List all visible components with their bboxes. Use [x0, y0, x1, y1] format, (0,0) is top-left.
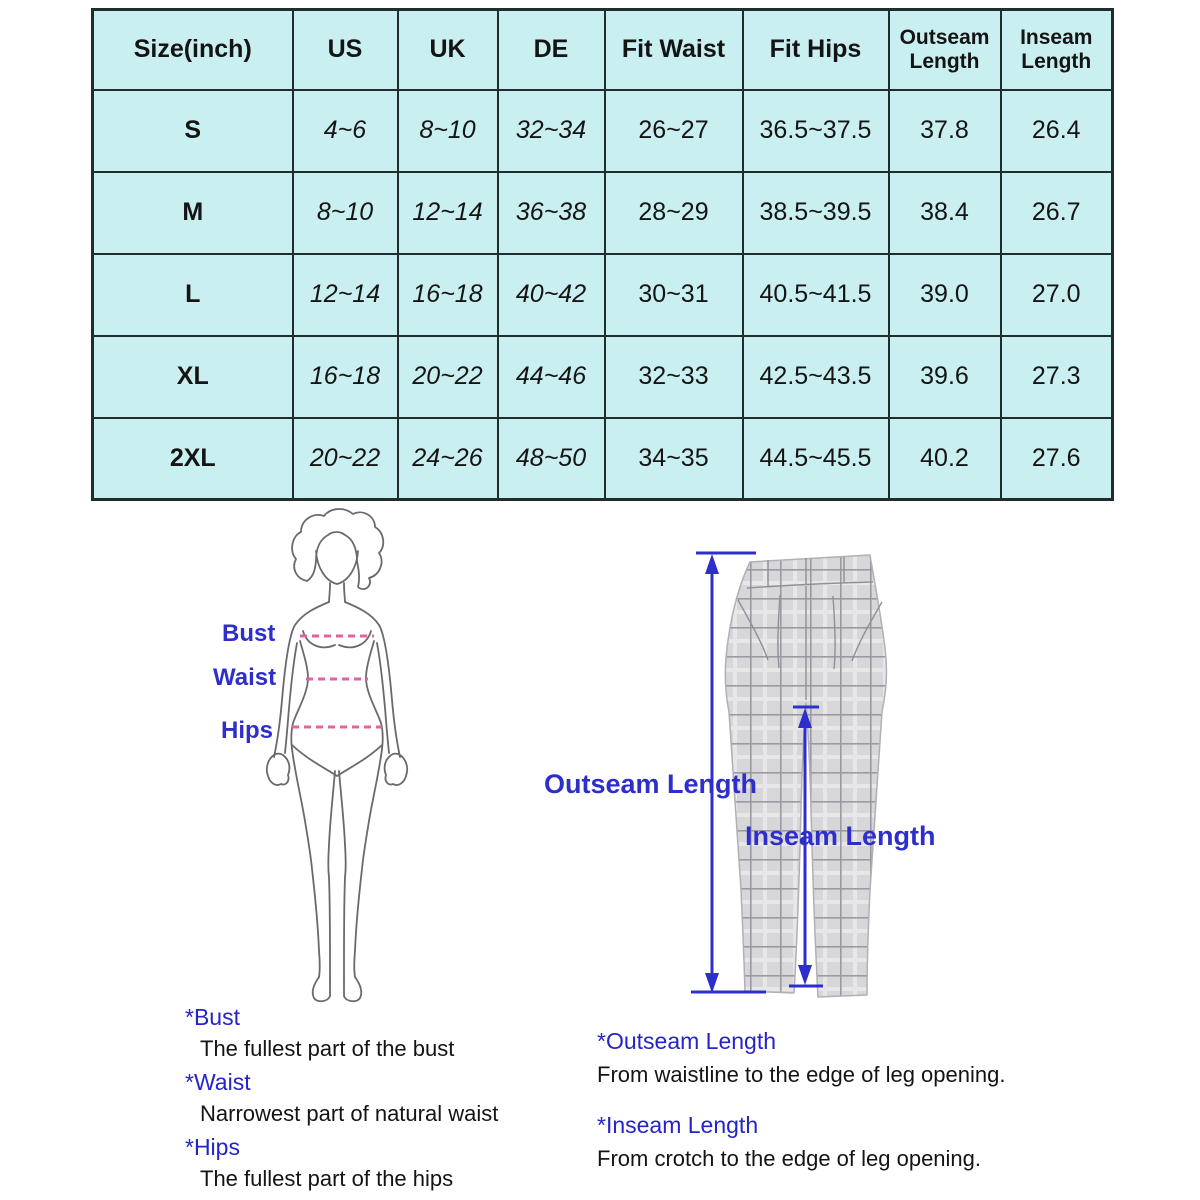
- outseam-note-term: *Outseam Length: [597, 1028, 777, 1054]
- size-row: [93, 254, 1113, 336]
- size-cell: 12~14: [293, 254, 398, 336]
- size-row: [93, 172, 1113, 254]
- column-header: Outseam Length: [889, 10, 1001, 90]
- size-row: [93, 336, 1113, 418]
- column-header: Fit Waist: [605, 10, 743, 90]
- inseam-note-term: *Inseam Length: [597, 1112, 759, 1138]
- size-cell: 38.4: [889, 172, 1001, 254]
- size-cell: 38.5~39.5: [743, 172, 889, 254]
- size-cell: 42.5~43.5: [743, 336, 889, 418]
- size-cell: 32~34: [498, 90, 605, 172]
- size-cell: L: [93, 254, 293, 336]
- waist-note-desc: Narrowest part of natural waist: [200, 1101, 499, 1126]
- size-cell: 44~46: [498, 336, 605, 418]
- column-header: UK: [398, 10, 498, 90]
- size-cell: 26.4: [1001, 90, 1113, 172]
- size-cell: 27.6: [1001, 418, 1113, 500]
- size-cell: 16~18: [293, 336, 398, 418]
- size-cell: 8~10: [293, 172, 398, 254]
- bust-note-term: *Bust: [185, 1004, 240, 1030]
- outseam-note-desc: From waistline to the edge of leg opening.: [597, 1062, 1006, 1087]
- size-cell: 26~27: [605, 90, 743, 172]
- size-cell: 20~22: [398, 336, 498, 418]
- size-cell: 34~35: [605, 418, 743, 500]
- size-cell: XL: [93, 336, 293, 418]
- body-figure-illustration: [245, 505, 420, 1010]
- column-header: Size(inch): [93, 10, 293, 90]
- bust-note-desc: The fullest part of the bust: [200, 1036, 455, 1061]
- size-row: [93, 418, 1113, 500]
- size-cell: 28~29: [605, 172, 743, 254]
- right-foot: [344, 977, 361, 1001]
- inseam-length-label: Inseam Length: [745, 821, 936, 851]
- size-cell: 32~33: [605, 336, 743, 418]
- waist-note-term: *Waist: [185, 1069, 251, 1095]
- size-cell: M: [93, 172, 293, 254]
- size-cell: 16~18: [398, 254, 498, 336]
- left-leg: [292, 749, 320, 977]
- pants-measurement-notes: [597, 1028, 1077, 1196]
- size-cell: 12~14: [398, 172, 498, 254]
- column-header: Fit Hips: [743, 10, 889, 90]
- size-cell: 20~22: [293, 418, 398, 500]
- bust-curves: [303, 631, 371, 647]
- left-hand: [267, 754, 290, 785]
- body-measurement-notes: [185, 1004, 585, 1199]
- size-row: [93, 90, 1113, 172]
- size-cell: 40.2: [889, 418, 1001, 500]
- inseam-note-desc: From crotch to the edge of leg opening.: [597, 1146, 982, 1171]
- size-cell: 8~10: [398, 90, 498, 172]
- measurement-lines: [292, 636, 382, 727]
- size-cell: 44.5~45.5: [743, 418, 889, 500]
- briefs-line: [292, 745, 382, 776]
- left-foot: [313, 977, 330, 1001]
- table-header-row: [93, 10, 1113, 90]
- table-body: [93, 90, 1113, 500]
- size-cell: 24~26: [398, 418, 498, 500]
- neck: [329, 583, 345, 602]
- size-cell: 4~6: [293, 90, 398, 172]
- hips-note-desc: The fullest part of the hips: [200, 1166, 454, 1191]
- size-cell: 30~31: [605, 254, 743, 336]
- size-cell: 37.8: [889, 90, 1001, 172]
- column-header: Inseam Length: [1001, 10, 1113, 90]
- size-cell: 39.6: [889, 336, 1001, 418]
- size-cell: S: [93, 90, 293, 172]
- right-arm: [345, 602, 400, 757]
- size-cell: 26.7: [1001, 172, 1113, 254]
- size-cell: 40.5~41.5: [743, 254, 889, 336]
- size-cell: 36~38: [498, 172, 605, 254]
- outseam-length-label: Outseam Length: [544, 769, 758, 799]
- face-outline: [316, 551, 358, 584]
- right-hand: [385, 754, 408, 785]
- size-cell: 48~50: [498, 418, 605, 500]
- bust-label: Bust: [222, 620, 276, 647]
- size-cell: 27.3: [1001, 336, 1113, 418]
- hips-note-term: *Hips: [185, 1134, 240, 1160]
- size-cell: 39.0: [889, 254, 1001, 336]
- right-leg: [354, 749, 382, 977]
- waist-label: Waist: [213, 664, 277, 691]
- size-chart-table: [91, 8, 1114, 501]
- hair-outline: [292, 509, 383, 589]
- size-cell: 36.5~37.5: [743, 90, 889, 172]
- hips-label: Hips: [221, 717, 274, 744]
- column-header: US: [293, 10, 398, 90]
- column-header: DE: [498, 10, 605, 90]
- size-cell: 2XL: [93, 418, 293, 500]
- size-cell: 27.0: [1001, 254, 1113, 336]
- size-cell: 40~42: [498, 254, 605, 336]
